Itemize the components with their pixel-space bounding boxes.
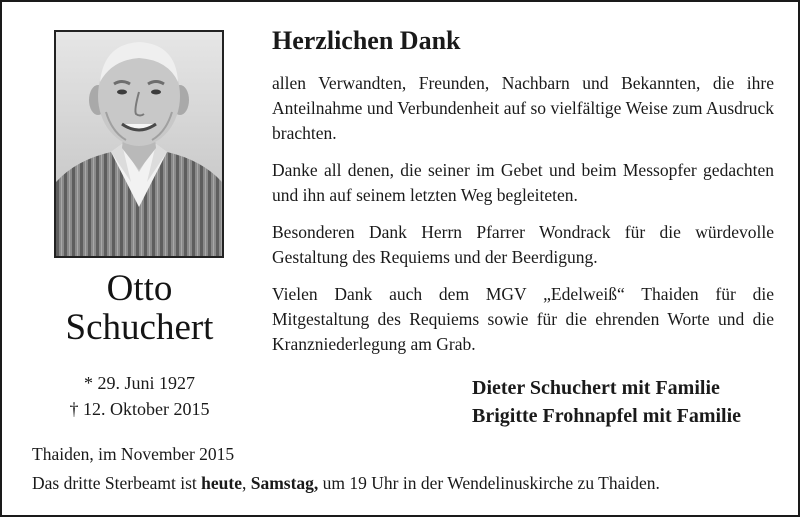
birth-date: * 29. Juni 1927 <box>83 373 195 393</box>
notice-text-end: um 19 Uhr in der Wendelinuskirche zu Thaiden. <box>318 473 660 493</box>
thanks-heading: Herzlichen Dank <box>272 26 461 55</box>
life-dates <box>32 370 247 422</box>
notice-day-today: heute <box>201 473 242 493</box>
notice-separator: , <box>241 473 251 493</box>
thanks-paragraph: allen Verwandten, Freunden, Nachbarn und Bekannten, die ihre Anteilnahme und Verbundenheit auf so vielfältige Weise zum Ausdruck brachten. <box>272 73 774 143</box>
signature-family: Dieter Schuchert mit Familie <box>472 377 720 399</box>
deceased-last-name: Schuchert <box>65 307 214 348</box>
thanks-paragraph: Danke all denen, die seiner im Gebet und beim Messopfer gedachten und ihn auf seinem letzten Weg begleiteten. <box>272 160 774 205</box>
thanks-paragraph: Besonderen Dank Herrn Pfarrer Wondrack für die würdevolle Gestaltung des Requiems und der Beerdigung. <box>272 222 774 267</box>
portrait-photo <box>54 30 224 258</box>
signature-family: Brigitte Frohnapfel mit Familie <box>472 405 742 427</box>
death-date: † 12. Oktober 2015 <box>69 399 210 419</box>
service-notice <box>32 472 782 494</box>
thanks-paragraph: Vielen Dank auch dem MGV „Edelweiß“ Thaiden für die Mitgestaltung des Requiems sowie für die ehrenden Worte und die Kranzniederlegung am Grab. <box>272 284 774 354</box>
deceased-first-name: Otto <box>106 268 173 309</box>
notice-day-name: Samstag, <box>250 473 319 493</box>
notice-text: Das dritte Sterbeamt ist <box>32 473 202 493</box>
place-and-date: Thaiden, im November 2015 <box>32 444 235 464</box>
